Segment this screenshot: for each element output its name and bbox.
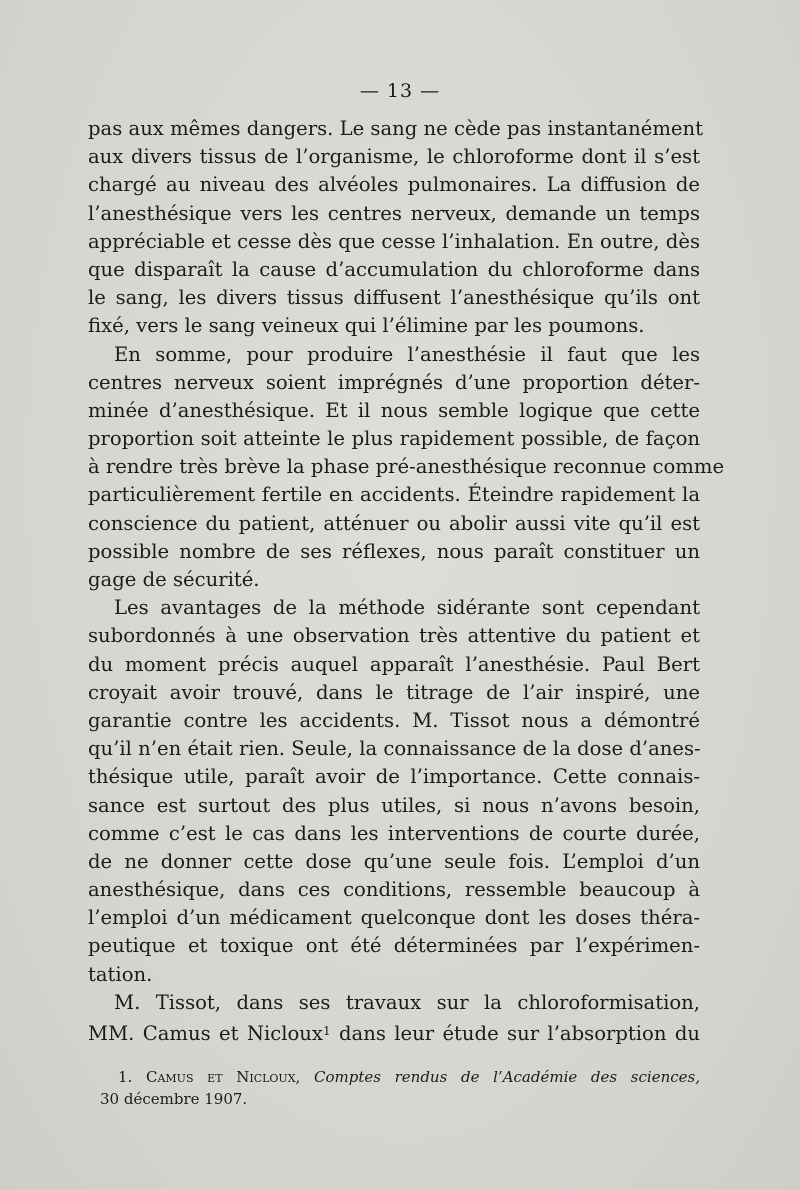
footnote-source: Comptes rendus de l’Académie des sciences, [314,1068,700,1086]
text-line: fixé, vers le sang veineux qui l’élimine par les poumons. [88,314,645,338]
text-line [88,1017,700,1045]
text-line: thésique utile, paraît avoir de l’importance. Cette connais- [88,765,700,789]
text-line: appréciable et cesse dès que cesse l’inhalation. En outre, dès [88,229,700,253]
text-line: conscience du patient, atténuer ou abolir aussi vite qu’il est [88,511,700,535]
text-line: pas aux mêmes dangers. Le sang ne cède pas instantanément [88,117,703,140]
text-line: que disparaît la cause d’accumulation du chloroforme dans [88,257,700,281]
text-line: peutique et toxique ont été déterminées par l’expérimen- [88,934,700,958]
text-line: gage de sécurité. [88,568,260,591]
footnote-date: 30 décembre 1907. [100,1090,248,1108]
text-line: l’anesthésique vers les centres nerveux, demande un temps [88,201,700,225]
text-line: chargé au niveau des alvéoles pulmonaires. La diffusion de [88,173,700,197]
text-line: garantie contre les accidents. M. Tissot nous a démontré [88,708,700,732]
text-line: tation. [88,962,153,986]
text-line: à rendre très brève la phase pré-anesthésique reconnue comme [88,455,725,479]
text-line: En somme, pour produire l’anesthésie il faut que les [114,342,700,366]
text-line: le sang, les divers tissus diffusent l’anesthésique qu’ils ont [88,286,700,310]
text-fragment: MM. Camus et Nicloux [88,1022,323,1045]
text-line: aux divers tissus de l’organisme, le chloroforme dont il s’est [88,145,700,169]
text-line: centres nerveux soient imprégnés d’une proportion déter- [88,370,700,394]
footnote-line [100,1088,700,1110]
text-line: qu’il n’en était rien. Seule, la connaissance de la dose d’anes- [88,737,701,761]
text-line: comme c’est le cas dans les interventions de courte durée, [88,821,700,845]
text-line: Les avantages de la méthode sidérante sont cependant [114,596,700,620]
text-line: minée d’anesthésique. Et il nous semble logique que cette [88,398,700,422]
text-fragment: dans leur étude sur l’absorption du [330,1022,700,1045]
page-number: — 13 — [359,80,441,102]
text-line: M. Tissot, dans ses travaux sur la chloroformisation, [114,990,700,1014]
footnote-line [100,1066,700,1088]
text-line: particulièrement fertile en accidents. Éteindre rapidement la [88,483,700,507]
text-line: sance est surtout des plus utiles, si nous n’avons besoin, [88,793,700,817]
text-line: du moment précis auquel apparaît l’anesthésie. Paul Bert [88,652,700,676]
text-line: subordonnés à une observation très attentive du patient et [88,624,700,648]
footnote-number: 1. [118,1068,133,1086]
body-text [88,115,725,1045]
text-line: proportion soit atteinte le plus rapidement possible, de façon [88,427,700,451]
text-line: de ne donner cette dose qu’une seule fois. L’emploi d’un [88,849,700,873]
text-line: anesthésique, dans ces conditions, ressemble beaucoup à [88,878,700,902]
text-line: possible nombre de ses réflexes, nous paraît constituer un [88,539,700,563]
footnote-authors: Camus et Nicloux, [146,1068,301,1086]
footnote-reference: 1 [322,1024,331,1038]
footnotes [100,1066,700,1110]
text-line: croyait avoir trouvé, dans le titrage de l’air inspiré, une [88,680,700,704]
text-line: l’emploi d’un médicament quelconque dont les doses théra- [88,906,700,930]
